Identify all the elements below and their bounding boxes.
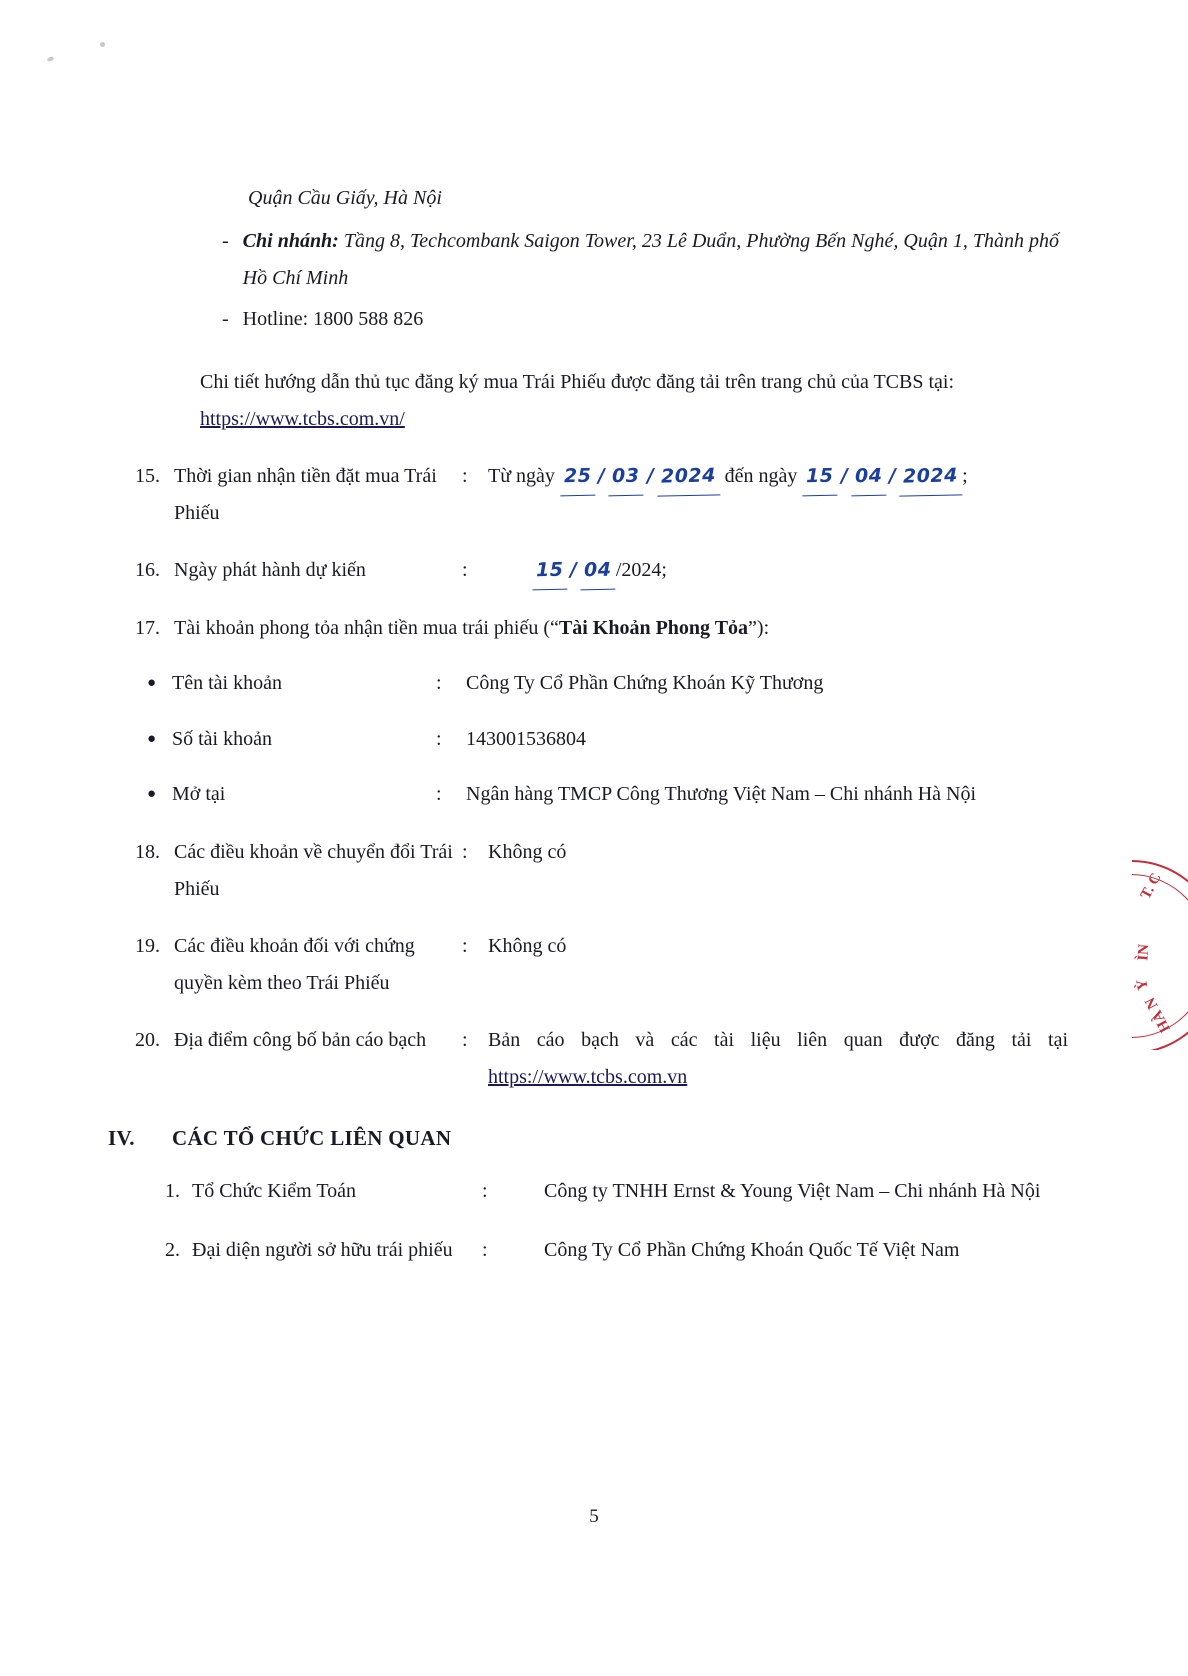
address-continuation: Quận Cầu Giấy, Hà Nội <box>248 187 442 209</box>
clause-18 <box>108 834 1068 908</box>
clause-20-colon: : <box>462 1028 468 1051</box>
date-slash: / <box>646 464 654 488</box>
account-name-colon: : <box>436 672 442 695</box>
org-1-label: Tổ Chức Kiểm Toán <box>192 1179 357 1202</box>
page-number: 5 <box>589 1506 599 1527</box>
org-1-number: 1. <box>165 1179 180 1202</box>
scan-speck-icon <box>100 42 105 47</box>
org-2-value: Công Ty Cổ Phần Chứng Khoán Quốc Tế Việt Nam <box>544 1238 960 1261</box>
clause-20-number: 20. <box>135 1028 160 1051</box>
dash-marker: - <box>222 230 229 252</box>
end-date-day: 15 <box>802 459 838 497</box>
clause-17 <box>108 610 1068 647</box>
clause-20-label: Địa điểm công bố bản cáo bạch <box>174 1028 427 1051</box>
bullet-icon: ● <box>146 730 156 747</box>
clause-16-number: 16. <box>135 559 160 581</box>
clause-18-label: Các điều khoản về chuyển đổi Trái Phiếu <box>174 840 453 900</box>
clause-15-value-suffix: ; <box>962 465 968 487</box>
org-2-number: 2. <box>165 1238 180 1261</box>
section-iv-number: IV. <box>108 1125 135 1150</box>
account-number-value: 143001536804 <box>466 727 586 750</box>
clause-18-colon: : <box>462 840 468 863</box>
start-date-year: 2024 <box>656 458 720 496</box>
clause-16-value <box>488 552 1068 590</box>
bullet-icon: ● <box>146 675 156 692</box>
account-bank-value: Ngân hàng TMCP Công Thương Việt Nam – Chi nhánh Hà Nội <box>466 783 977 806</box>
org-2-label: Đại diện người sở hữu trái phiếu <box>192 1238 453 1261</box>
org-2-colon: : <box>482 1238 488 1261</box>
hotline-line <box>222 301 1068 338</box>
clause-19-number: 19. <box>135 934 160 957</box>
date-slash: / <box>889 464 897 488</box>
account-bank-colon: : <box>436 783 442 806</box>
branch-text <box>243 223 1068 297</box>
date-slash: / <box>570 558 578 582</box>
clause-16-label: Ngày phát hành dự kiến <box>174 559 366 581</box>
clause-17-text-before: Tài khoản phong tỏa nhận tiền mua trái phiếu (“ <box>174 617 559 640</box>
issue-date-year: /2024; <box>615 559 667 581</box>
document-content <box>108 180 1068 1269</box>
account-number-colon: : <box>436 727 442 750</box>
clause-17-text-after: ”): <box>748 617 770 640</box>
clause-15-value <box>488 458 1068 532</box>
clause-19-value: Không có <box>488 934 567 957</box>
company-seal-stamp <box>1132 860 1188 1050</box>
clause-15 <box>108 458 1068 532</box>
account-bank-row <box>108 776 1068 814</box>
clause-20-value-text: Bản cáo bạch và các tài liệu liên quan được đăng tải tại <box>488 1028 1068 1051</box>
stamp-text-fragment: T. C <box>1137 870 1165 903</box>
account-bank-label: Mở tại <box>172 783 226 806</box>
bullet-icon: ● <box>146 786 156 803</box>
scan-speck-icon <box>47 56 55 62</box>
hotline-text: Hotline: 1800 588 826 <box>242 308 424 330</box>
end-date-year: 2024 <box>899 458 963 496</box>
stamp-text-fragment: ÌN <box>1135 943 1153 962</box>
guidance-paragraph <box>200 364 1030 438</box>
org-1-value: Công ty TNHH Ernst & Young Việt Nam – Chi nhánh Hà Nội <box>544 1179 1041 1202</box>
account-number-label: Số tài khoản <box>172 727 272 750</box>
tcbs-homepage-link[interactable]: https://www.tcbs.com.vn/ <box>200 408 405 430</box>
account-name-value: Công Ty Cổ Phần Chứng Khoán Kỹ Thương <box>466 672 824 695</box>
account-number-row <box>108 721 1068 759</box>
stamp-text-fragment: HÀ N <box>1142 994 1174 1035</box>
clause-15-value-prefix: Từ ngày <box>488 465 555 487</box>
clause-15-colon: : <box>462 465 468 487</box>
start-date-day: 25 <box>560 459 596 497</box>
org-row-auditor <box>108 1173 1068 1210</box>
clause-20 <box>108 1022 1068 1096</box>
clause-15-value-middle: đến ngày <box>724 465 798 487</box>
dash-marker: - <box>222 308 229 330</box>
section-iv-title: CÁC TỔ CHỨC LIÊN QUAN <box>172 1125 452 1150</box>
clause-17-text <box>174 610 1068 647</box>
clause-16-colon: : <box>462 559 468 581</box>
clause-18-value: Không có <box>488 840 567 863</box>
guidance-text: Chi tiết hướng dẫn thủ tục đăng ký mua Trái Phiếu được đăng tải trên trang chủ của TCBS tại: <box>200 371 955 393</box>
account-name-label: Tên tài khoản <box>172 672 282 695</box>
issue-date-day: 15 <box>532 553 568 591</box>
clause-16 <box>108 552 1068 590</box>
end-date-month: 04 <box>850 459 886 497</box>
prospectus-link[interactable]: https://www.tcbs.com.vn <box>488 1065 688 1088</box>
branch-address: Tầng 8, Techcombank Saigon Tower, 23 Lê Duẩn, Phường Bến Nghé, Quận 1, Thành phố Hồ Chí Minh <box>242 230 1059 289</box>
clause-17-defined-term: Tài Khoản Phong Tỏa <box>558 617 749 640</box>
stamp-text-fragment: Ỳ <box>1134 977 1152 992</box>
branch-line <box>222 223 1068 297</box>
clause-19 <box>108 928 1068 1002</box>
clause-20-value <box>488 1022 1068 1096</box>
section-iv-heading <box>108 1126 1068 1151</box>
issue-date-month: 04 <box>580 553 616 591</box>
clause-15-label: Thời gian nhận tiền đặt mua Trái Phiếu <box>174 465 437 524</box>
clause-17-number: 17. <box>135 617 160 640</box>
branch-label: Chi nhánh: <box>242 230 339 252</box>
clause-19-colon: : <box>462 934 468 957</box>
account-name-row <box>108 665 1068 703</box>
start-date-month: 03 <box>608 459 644 497</box>
date-slash: / <box>598 464 606 488</box>
clause-19-label: Các điều khoản đối với chứng quyền kèm theo Trái Phiếu <box>174 934 415 994</box>
org-row-representative <box>108 1232 1068 1269</box>
org-1-colon: : <box>482 1179 488 1202</box>
date-slash: / <box>840 464 849 488</box>
clause-18-number: 18. <box>135 840 160 863</box>
clause-15-number: 15. <box>135 465 160 487</box>
